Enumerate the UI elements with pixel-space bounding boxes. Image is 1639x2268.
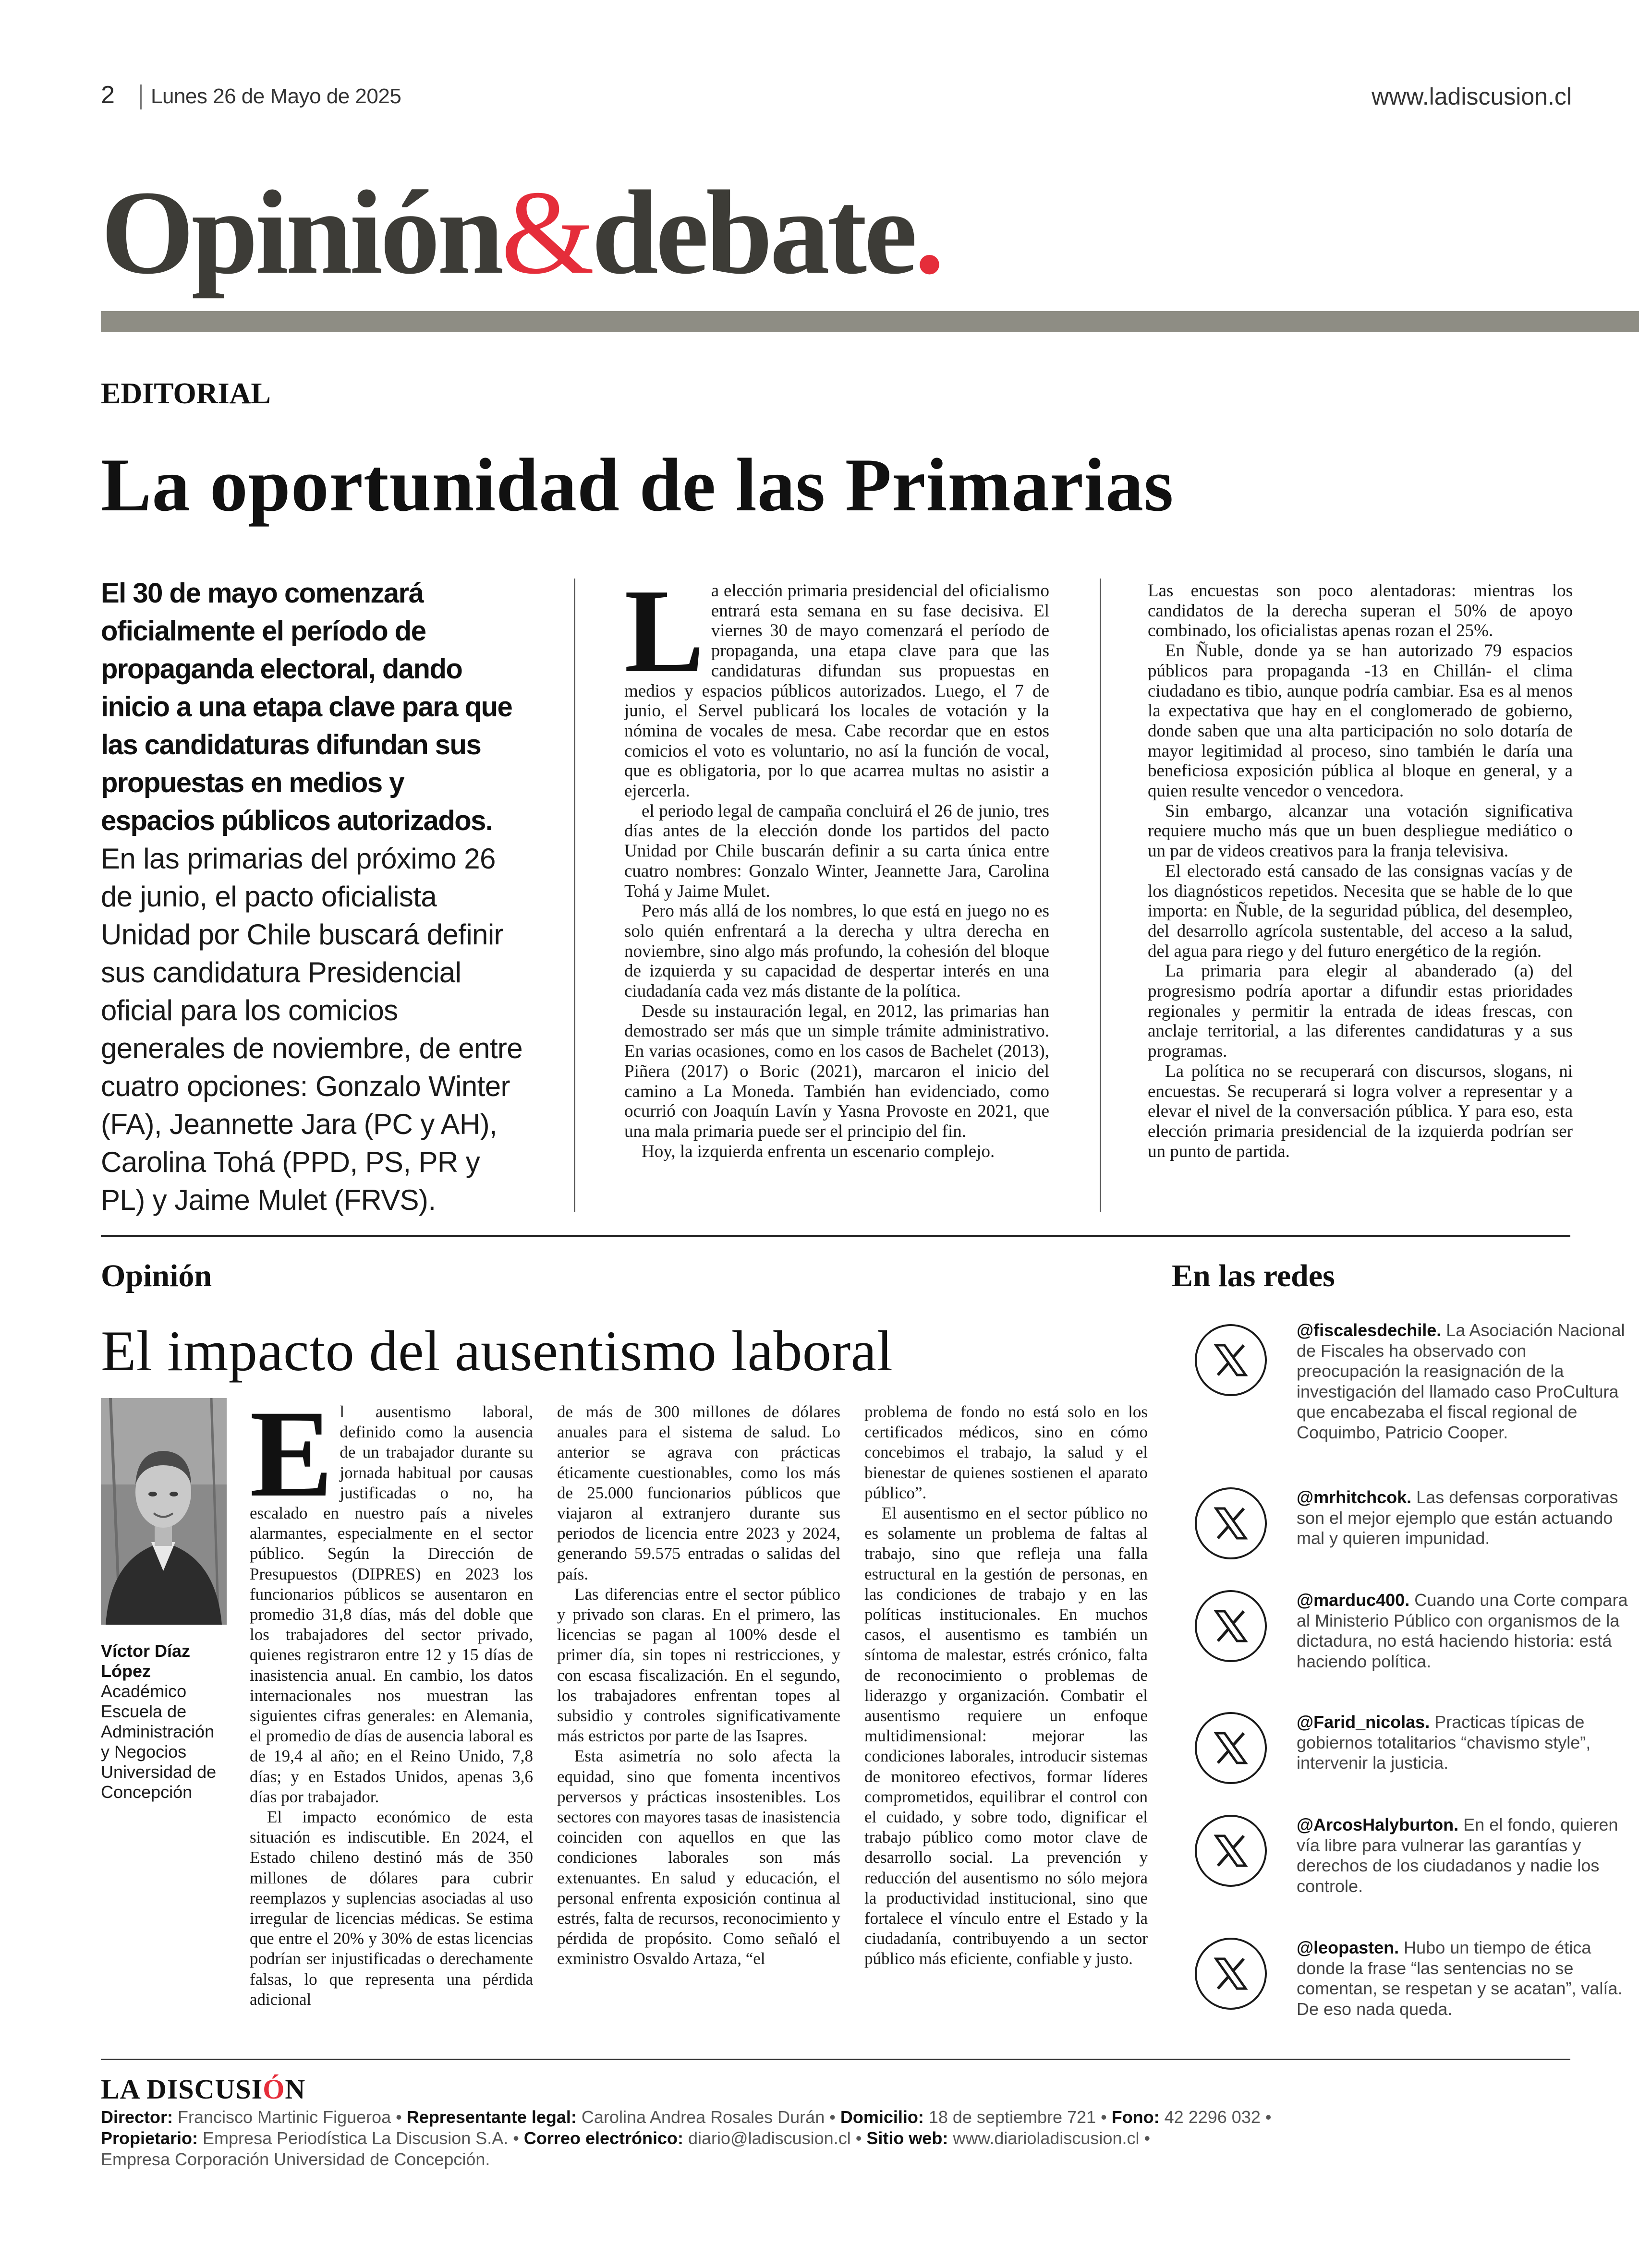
tweet-text: [1297, 1815, 1633, 1896]
web-value: www.diarioladiscusion.cl •: [948, 2128, 1151, 2148]
tweet-text: [1297, 1487, 1633, 1549]
fono-label: Fono:: [1111, 2107, 1160, 2127]
tweet-handle: @marduc400.: [1297, 1590, 1410, 1610]
drop-cap: L: [624, 565, 704, 698]
x-logo-icon: [1195, 1938, 1267, 2010]
section-title-ampersand: &: [501, 166, 592, 299]
opinion-headline: El impacto del ausentismo laboral: [101, 1319, 893, 1383]
tweet-item: [1195, 1815, 1639, 1930]
paragraph: el periodo legal de campaña concluirá el 26 de junio, tres días antes de la elección donde los partidos del pacto Unidad por Chile buscarán definir a su carta única entre cuatro nombres: Gonzalo Winter, Jeannette Jara, Carolina Tohá y Jaime Mulet.: [624, 801, 1049, 901]
tweet-body: Las defensas corporativas son el mejor ejemplo que están actuando mal y quieren impunidad.: [1297, 1487, 1618, 1548]
tweet-body: En el fondo, quieren vía libre para vulnerar las garantías y derechos de los ciudadanos y nadie los controle.: [1297, 1815, 1618, 1896]
tweet-text: [1297, 1712, 1633, 1773]
dom-label: Domicilio:: [840, 2107, 924, 2127]
x-logo-icon: [1195, 1815, 1267, 1887]
paragraph: Las diferencias entre el sector público y privado son claras. En el primero, las licencias se pagan al 100% desde el primer día, sin topes ni restricciones, y con escasa fiscalización. En el segundo, los trabajadores enfrentan topes al subsidio y controles significativamente más estrictos por parte de las Isapres.: [557, 1584, 840, 1746]
editorial-lead-bold: El 30 de mayo comenzará oficialmente el período de propaganda electoral, dando inicio a una etapa clave para que las candidaturas difundan sus propuestas en medios y espacios públicos autorizados.: [101, 578, 512, 836]
web-label: Sitio web:: [866, 2128, 948, 2148]
tweet-item: [1195, 1938, 1639, 2053]
tweet-handle: @mrhitchcok.: [1297, 1487, 1412, 1507]
opinion-column-2: [557, 1402, 840, 1969]
author-description: Académico Escuela de Administración y Negocios Universidad de Concepción: [101, 1681, 217, 1802]
drop-cap: E: [250, 1385, 333, 1523]
x-logo-icon: [1195, 1712, 1267, 1784]
section-title-word2: debate: [591, 166, 915, 299]
author-portrait: [101, 1398, 227, 1625]
prop-label: Propietario:: [101, 2128, 198, 2148]
section-title-dot: .: [914, 166, 942, 299]
prop-value: Empresa Periodística La Discusion S.A. •: [198, 2128, 524, 2148]
tweet-text: [1297, 1590, 1633, 1672]
paragraph: Hoy, la izquierda enfrenta un escenario complejo.: [642, 1141, 995, 1161]
imprint-line-3: Empresa Corporación Universidad de Concepción.: [101, 2149, 490, 2169]
tweet-body: Practicas típicas de gobiernos totalitarios “chavismo style”, intervenir la justicia.: [1297, 1712, 1591, 1773]
tweet-handle: @Farid_nicolas.: [1297, 1712, 1430, 1732]
paragraph: Las encuestas son poco alentadoras: mientras los candidatos de la derecha superan el 50% de apoyo combinado, los oficialistas apenas rozan el 25%.: [1148, 581, 1573, 641]
paragraph: El ausentismo en el sector público no es solamente un problema de faltas al trabajo, sino que refleja una falla estructural en la gestión de personas, en las condiciones de trabajo y en las políticas institucionales. En muchos casos, el ausentismo es también un síntoma de malestar, estrés crónico, falta de reconocimiento o problemas de liderazgo y organización. Combatir el ausentismo requiere un enfoque multidimensional: mejorar las condiciones laborales, introducir sistemas de monitoreo efectivos, formar líderes comprometidos, equilibrar el control con el cuidado, y sobre todo, dignificar el trabajo público como motor clave de desarrollo social. La prevención y reducción del ausentismo no sólo mejora la productividad institucional, sino que fortalece el vínculo entre el Estado y la ciudadanía, contribuyendo a un sector público más eficiente, confiable y justo.: [864, 1504, 1148, 1968]
tweet-body: Cuando una Corte compara al Ministerio Público con organismos de la dictadura, no está haciendo historia: está haciendo política.: [1297, 1590, 1628, 1671]
opinion-column-1: [250, 1385, 533, 2010]
editorial-headline: La oportunidad de las Primarias: [101, 443, 1174, 527]
column-rule: [1100, 579, 1101, 1212]
horizontal-rule: [101, 1235, 1570, 1237]
paragraph: de más de 300 millones de dólares anuales para el sistema de salud. Lo anterior se agrava con prácticas éticamente cuestionables, como los más de 25.000 funcionarios públicos que viajaron al extranjero durante sus periodos de licencia entre 2023 y 2024, generando 59.575 entradas o salidas del país.: [557, 1402, 840, 1583]
social-section-label: En las redes: [1172, 1258, 1335, 1293]
author-photo: [101, 1398, 227, 1625]
paragraph: En Ñuble, donde ya se han autorizado 79 espacios públicos para propaganda -13 en Chillán- el clima ciudadano es tibio, aunque podría cambiar. Esa es al menos la expectativa que hay en el conglomerado de gobierno, donde saben que una alta participación no solo dotaría de mayor legitimidad al proceso, sino también le daría una beneficiosa exposición pública al bloque en general, y a quien resulte vencedor o vencedora.: [1148, 641, 1573, 801]
tweet-item: [1195, 1590, 1639, 1705]
mail-label: Correo electrónico:: [523, 2128, 683, 2148]
paragraph: Esta asimetría no solo afecta la equidad, sino que fomenta incentivos perversos y prácticas insostenibles. Los sectores con mayores tasas de inasistencia coinciden con aquellos en que las condiciones laborales son más extenuantes. En salud y educación, el personal enfrenta exposición continua al estrés, falta de recursos, reconocimiento y pérdida de propósito. Como señaló el exministro Osvaldo Artaza, “el: [557, 1747, 840, 1968]
director-label: Director:: [101, 2107, 173, 2127]
tweet-text: [1297, 1320, 1633, 1443]
dom-value: 18 de septiembre 721 •: [923, 2107, 1112, 2127]
paragraph: El electorado está cansado de las consignas vacías y de los diagnósticos repetidos. Necesita que se hable de lo que importa: en Ñuble, de la seguridad pública, del desempleo, del desarrollo agrícola sustentable, del acceso a la salud, del agua para riego y del futuro energético de la región.: [1148, 861, 1573, 961]
editorial-lead-normal: En las primarias del próximo 26 de junio, el pacto oficialista Unidad por Chile buscará definir sus candidatura Presidencial oficial para los comicios generales de noviembre, de entre cuatro opciones: Gonzalo Winter (FA), Jeannette Jara (PC y AH), Carolina Tohá (PPD, PS, PR y PL) y Jaime Mulet (FRVS).: [101, 843, 523, 1216]
opinion-label: Opinión: [101, 1258, 212, 1293]
x-logo-icon: [1195, 1590, 1267, 1662]
header-separator: [140, 84, 142, 109]
imprint: [101, 2107, 1590, 2170]
imprint-line-2: [101, 2128, 1590, 2149]
logo-main: LA DISCUSI: [101, 2074, 263, 2105]
opinion-column-3: [864, 1402, 1148, 1969]
tweet-item: [1195, 1712, 1639, 1827]
x-logo-icon: [1195, 1487, 1267, 1559]
paragraph: Desde su instauración legal, en 2012, las primarias han demostrado ser más que un simple trámite administrativo. En varias ocasiones, como en los casos de Bachelet (2013), Piñera (2017) o Boric (2021), marcaron el inicio del camino a La Moneda. También han evidenciado, como ocurrió con Joaquín Lavín y Yasna Provoste en 2021, que una mala primaria puede ser el principio del fin.: [624, 1001, 1049, 1141]
editorial-column-2: [1148, 581, 1573, 1161]
tweet-item: [1195, 1320, 1639, 1442]
paragraph: El impacto económico de esta situación es indiscutible. En 2024, el Estado chileno destinó más de 350 millones de dólares para cubrir reemplazos y suplencias asociadas al uso irregular de licencias médicas. Se estima que entre el 20% y 30% de estas licencias podrían ser injustificadas o derechamente falsas, lo que representa una pérdida adicional: [250, 1808, 533, 2009]
issue-date: Lunes 26 de Mayo de 2025: [151, 84, 401, 108]
mail-value: diario@ladiscusion.cl •: [683, 2128, 867, 2148]
paragraph: l ausentismo laboral, definido como la ausencia de un trabajador durante su jornada habitual por causas justificadas o no, ha escalado en nuestro país a niveles alarmantes, especialmente en el sector público. Según la Dirección de Presupuestos (DIPRES) en 2023 los funcionarios públicos se ausentaron en promedio 31,8 días, más del doble que los trabajadores del sector privado, quienes registraron entre 12 y 15 días de inasistencia anual. En cambio, los datos internacionales nos muestran las siguientes cifras generales: en Alemania, el promedio de días de ausencia laboral es de 19,4 al año; en el Reino Unido, 7,8 días; y en Estados Unidos, apenas 3,6 días por trabajador.: [250, 1402, 533, 1806]
section-divider-bar: [101, 311, 1639, 332]
tweet-text: [1297, 1938, 1633, 2019]
tweet-body: La Asociación Nacional de Fiscales ha observado con preocupación la reasignación de la investigación del llamado caso ProCultura que encabezaba el fiscal regional de Coquimbo, Patricio Cooper.: [1297, 1320, 1625, 1442]
editorial-lead: [101, 574, 523, 1219]
fono-value: 42 2296 032 •: [1159, 2107, 1272, 2127]
column-rule: [574, 579, 575, 1212]
tweet-item: [1195, 1487, 1639, 1603]
imprint-line-1: [101, 2107, 1590, 2128]
rep-value: Carolina Andrea Rosales Durán •: [576, 2107, 840, 2127]
section-title: [101, 166, 942, 299]
paragraph: Pero más allá de los nombres, lo que está en juego no es solo quién enfrentará a la derecha y ultra derecha en noviembre, sino algo más profundo, la cohesión del bloque de izquierda y su capacidad de despertar interés en una ciudadanía cada vez más distante de la política.: [624, 901, 1049, 1001]
masthead-logo: [101, 2073, 305, 2105]
paragraph: La primaria para elegir al abanderado (a) del progresismo podría aportar a difundir estas prioridades regionales y permitir la entrada de ideas frescas, con anclaje territorial, a las diferentes candidaturas y a sus programas.: [1148, 961, 1573, 1062]
editorial-label: EDITORIAL: [101, 377, 271, 410]
tweet-handle: @fiscalesdechile.: [1297, 1320, 1442, 1340]
paragraph: La política no se recuperará con discursos, slogans, ni encuestas. Se recuperará si logra volver a representar y a elevar el nivel de la conversación pública. Y para eso, esta elección primaria presidencial de la izquierda podrían ser un punto de partida.: [1148, 1061, 1573, 1161]
paragraph: Sin embargo, alcanzar una votación significativa requiere mucho más que un buen despliegue mediático o un par de videos creativos para la franja televisiva.: [1148, 801, 1573, 861]
footer-rule: [101, 2059, 1570, 2060]
paragraph: problema de fondo no está solo en los certificados médicos, sino en cómo concebimos el trabajo, la salud y el bienestar de quienes sostienen el aparato público”.: [864, 1402, 1148, 1502]
logo-end: N: [285, 2074, 306, 2105]
rep-label: Representante legal:: [406, 2107, 577, 2127]
editorial-column-1: [624, 565, 1049, 1161]
author-name: Víctor Díaz López: [101, 1641, 191, 1681]
tweet-body: Hubo un tiempo de ética donde la frase “las sentencias no se comentan, se respetan y se acatan”, valía. De eso nada queda.: [1297, 1938, 1623, 2019]
paragraph: a elección primaria presidencial del oficialismo entrará esta semana en su fase decisiva. El viernes 30 de mayo comenzará el período de propaganda, una etapa clave para que las candidaturas difundan sus propuestas en medios y espacios públicos autorizados. Luego, el 7 de junio, el Servel publicará los locales de votación y la nómina de vocales de mesa. Cabe recordar que en estos comicios el voto es voluntario, no así la función de vocal, que es obligatoria, por lo que acarrea multas no asistir a ejercerla.: [624, 581, 1049, 801]
logo-accent: Ó: [263, 2074, 285, 2105]
x-logo-icon: [1195, 1324, 1267, 1396]
website-url: www.ladiscusion.cl: [1372, 83, 1572, 110]
tweet-handle: @leopasten.: [1297, 1938, 1399, 1957]
page-number: 2: [101, 81, 115, 109]
section-title-word1: Opinión: [101, 166, 501, 299]
director-value: Francisco Martinic Figueroa •: [173, 2107, 407, 2127]
tweet-handle: @ArcosHalyburton.: [1297, 1815, 1459, 1834]
